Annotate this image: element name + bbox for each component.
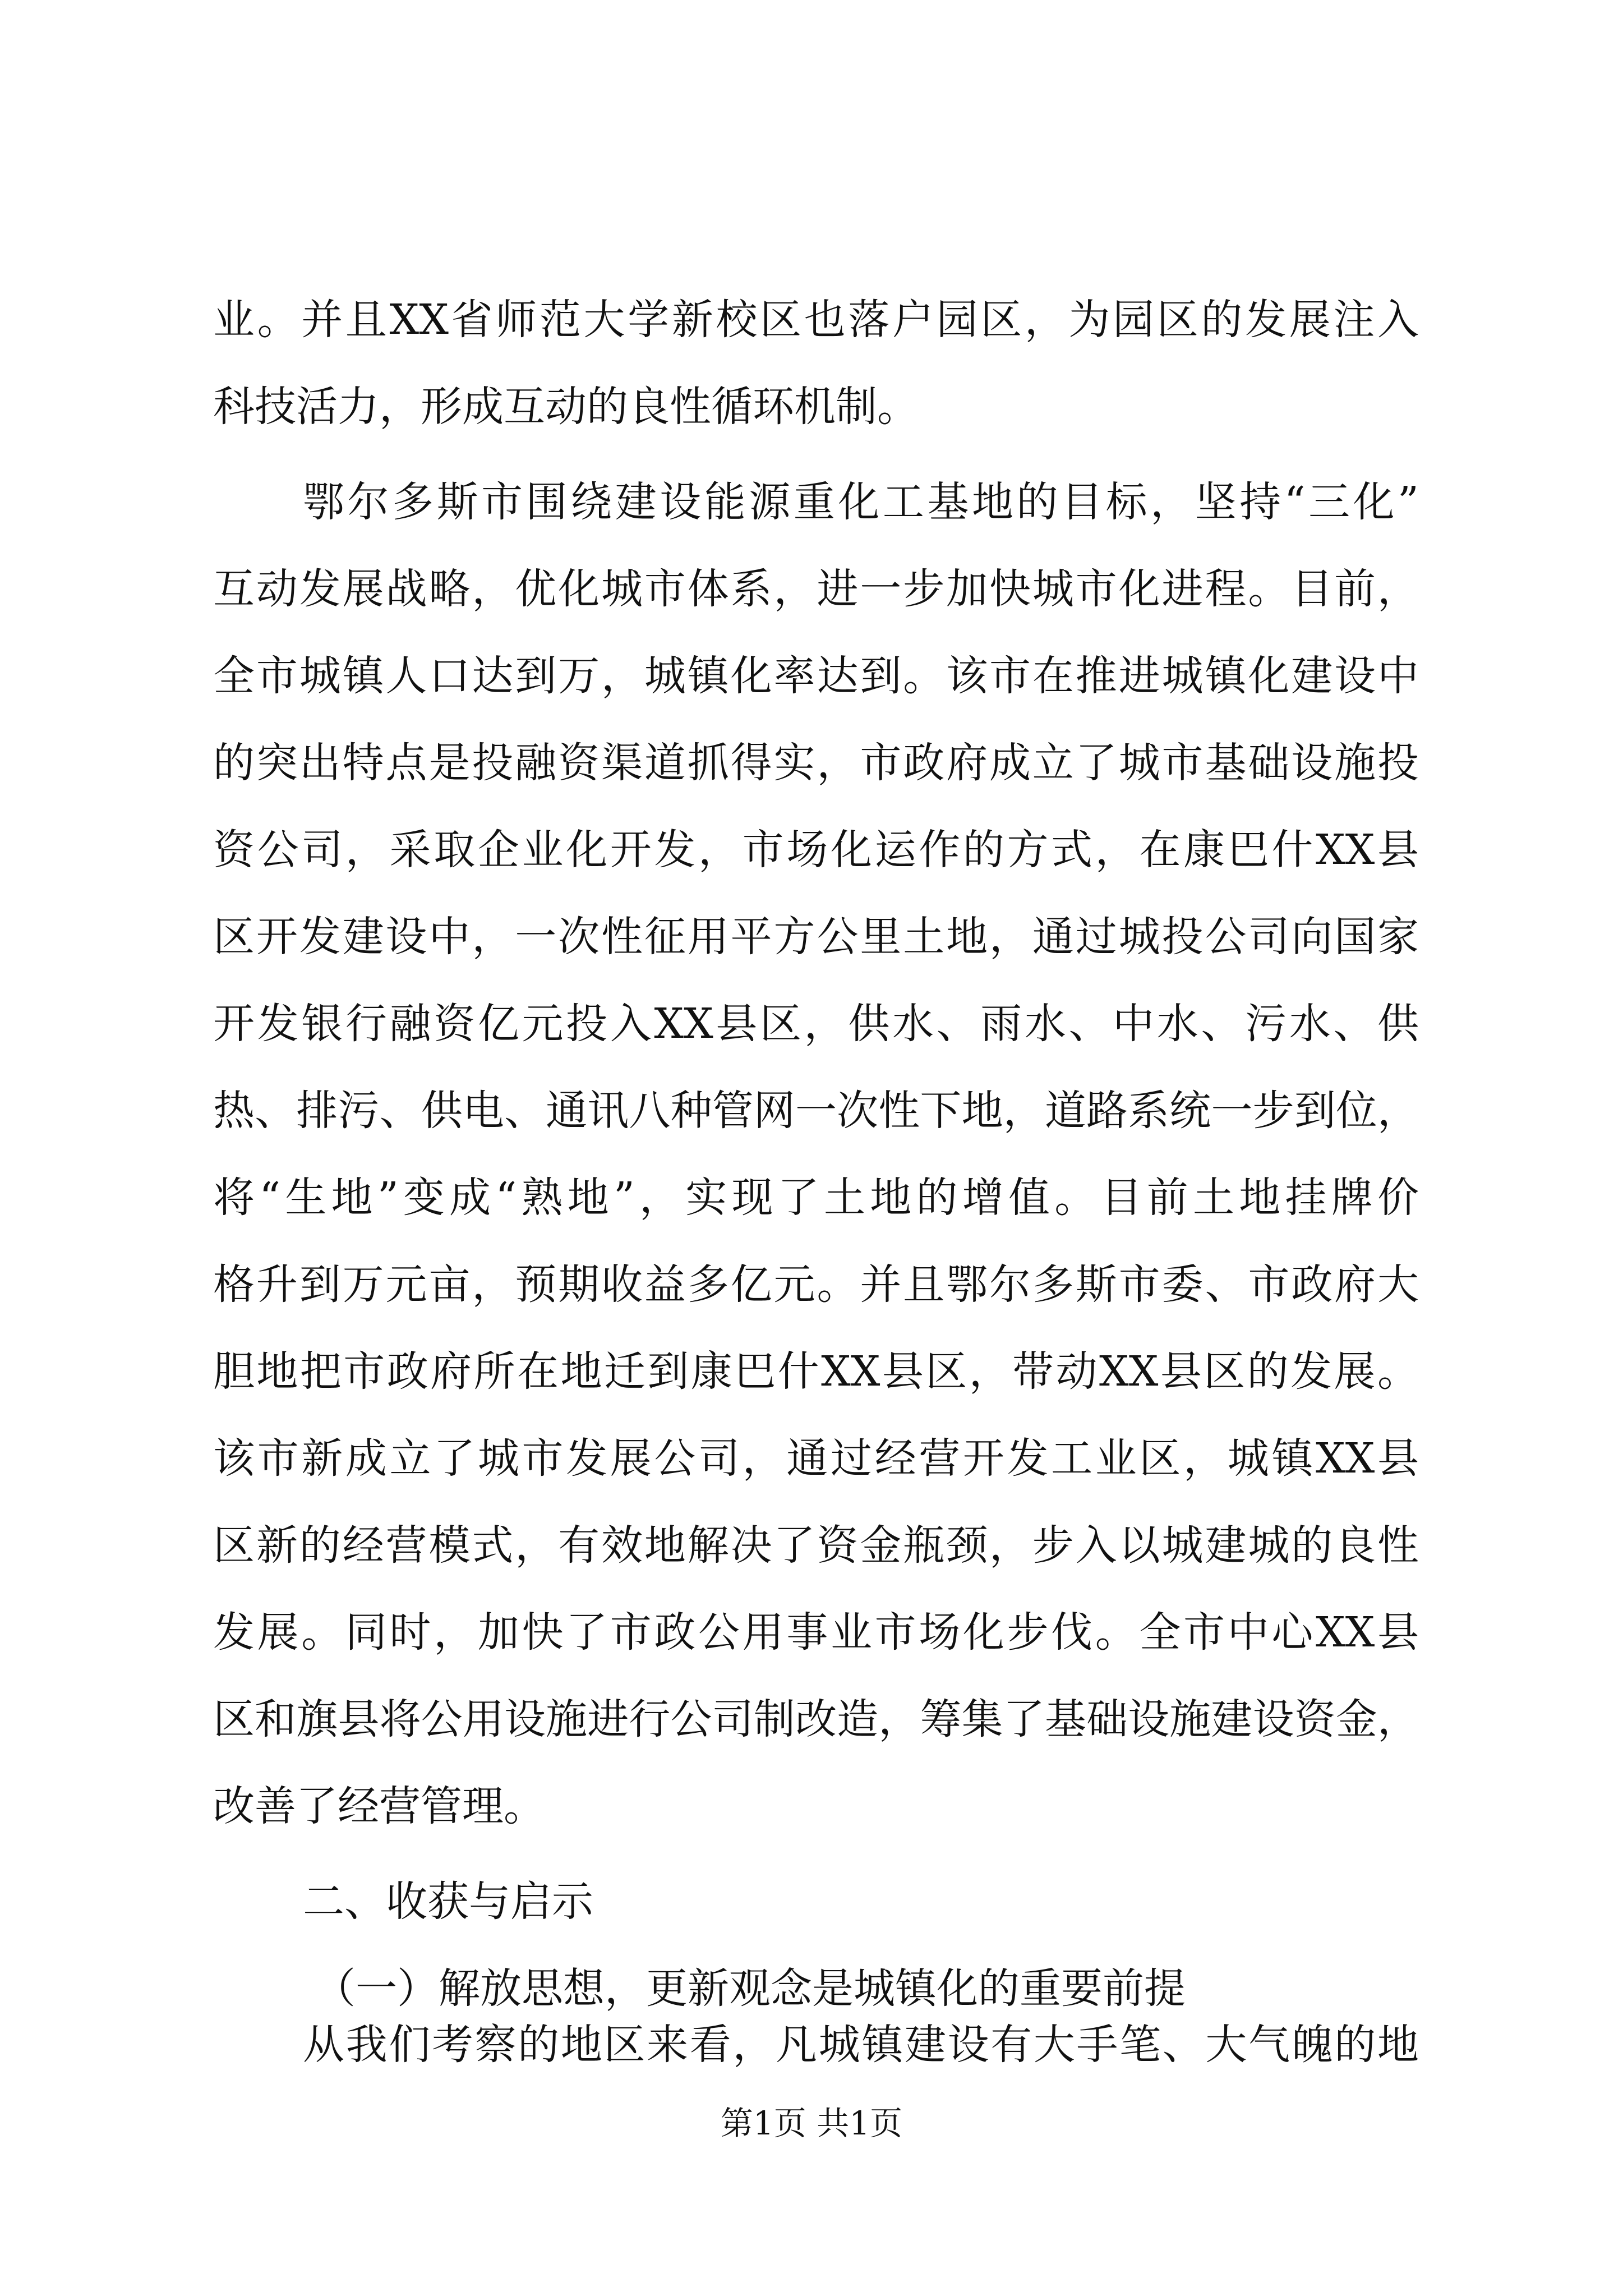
body-text-line: 鄂尔多斯市围绕建设能源重化工基地的目标，坚持“三化” [303,478,1419,526]
body-text-line: 区开发建设中，一次性征用平方公里土地，通过城投公司向国家 [213,913,1419,961]
body-text-line: 互动发展战略，优化城市体系，进一步加快城市化进程。目前， [213,565,1419,613]
page-footer: 第1页 共1页 [720,2104,903,2142]
section-heading: 二、收获与启示 [303,1878,593,1926]
body-text-line: 开发银行融资亿元投入XX县区，供水、雨水、中水、污水、供 [213,1000,1419,1048]
subsection-heading: （一）解放思想，更新观念是城镇化的重要前提 [314,1964,1186,2013]
body-text-line: 该市新成立了城市发展公司，通过经营开发工业区，城镇XX县 [213,1434,1419,1483]
body-text-line: 全市城镇人口达到万，城镇化率达到。该市在推进城镇化建设中 [213,652,1419,700]
body-text-line: 资公司，采取企业化开发，市场化运作的方式，在康巴什XX县 [213,826,1419,874]
body-text-line: 的突出特点是投融资渠道抓得实，市政府成立了城市基础设施投 [213,739,1419,787]
body-text-line: 从我们考察的地区来看，凡城镇建设有大手笔、大气魄的地 [303,2021,1419,2069]
body-text-line: 格升到万元亩，预期收益多亿元。并且鄂尔多斯市委、市政府大 [213,1260,1419,1309]
body-text-line: 业。并且XX省师范大学新校区也落户园区，为园区的发展注入 [213,296,1419,344]
body-text-line: 将“生地”变成“熟地”，实现了土地的增值。目前土地挂牌价 [213,1174,1419,1222]
body-text-line: 胆地把市政府所在地迁到康巴什XX县区，带动XX县区的发展。 [213,1347,1419,1396]
body-text-line: 区和旗县将公用设施进行公司制改造，筹集了基础设施建设资金， [213,1695,1419,1743]
body-text-line: 热、排污、供电、通讯八种管网一次性下地，道路系统一步到位， [213,1087,1419,1135]
body-text-line: 发展。同时，加快了市政公用事业市场化步伐。全市中心XX县 [213,1608,1419,1657]
body-text-line: 改善了经营管理。 [213,1782,545,1830]
body-text-line: 区新的经营模式，有效地解决了资金瓶颈，步入以城建城的良性 [213,1521,1419,1570]
body-text-line: 科技活力，形成互动的良性循环机制。 [213,383,919,431]
